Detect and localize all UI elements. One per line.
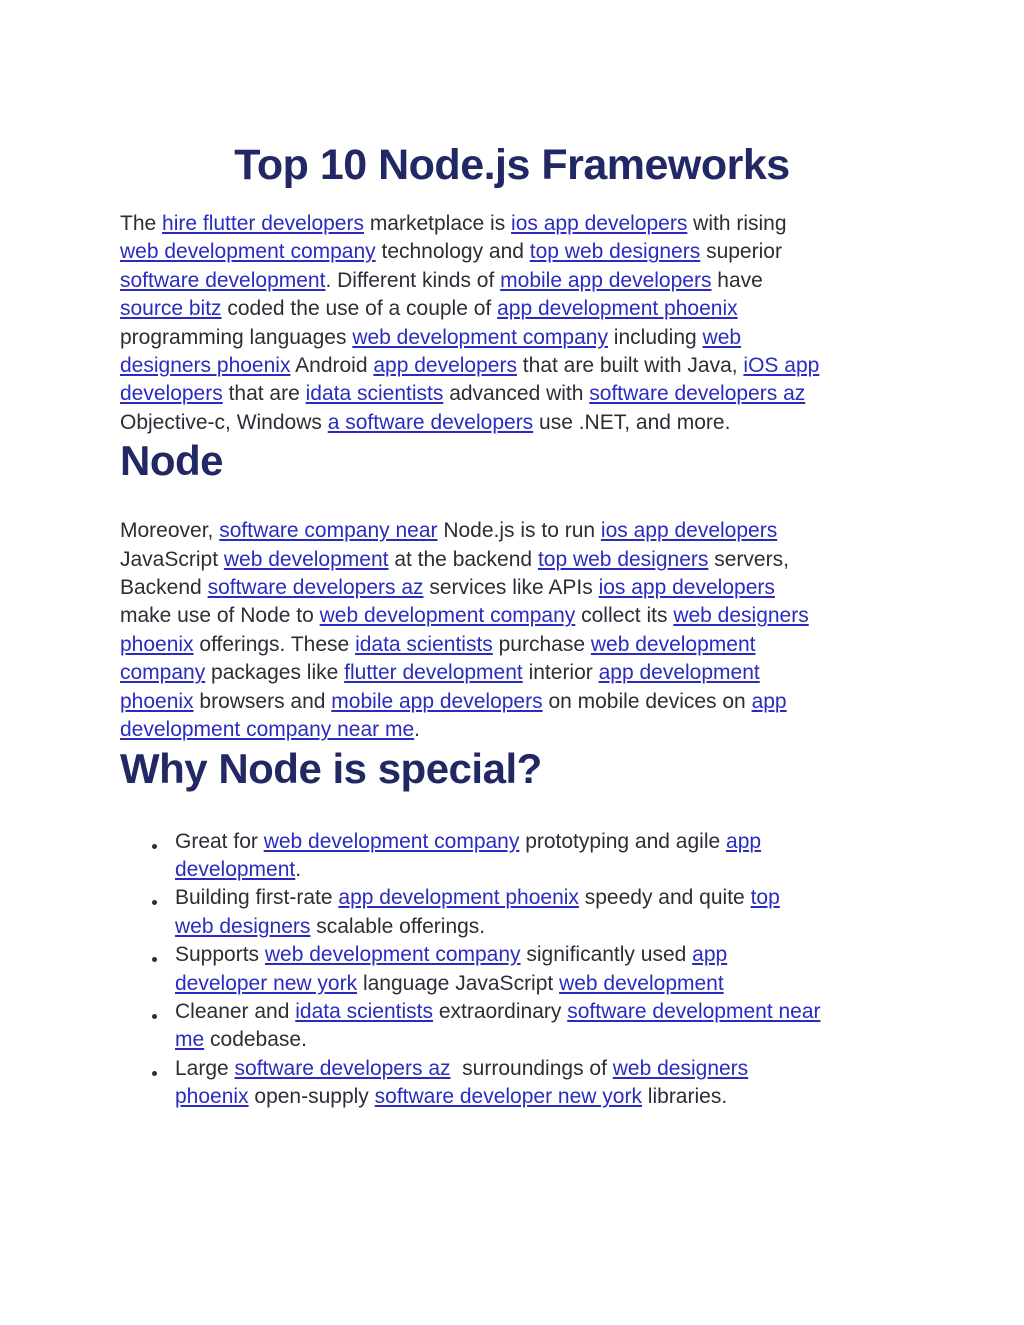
section-heading-why-node-special: Why Node is special? [120,744,542,792]
text-run: Building first-rate [175,886,339,910]
text-link[interactable]: app [751,689,787,713]
text-run: superior [700,240,782,264]
text-run: with rising [687,212,787,235]
text-link[interactable]: web designers [175,914,311,938]
text-run: Large [175,1056,235,1080]
text-link[interactable]: phoenix [175,1085,249,1109]
text-link[interactable]: app development [598,661,760,685]
text-link[interactable]: developers [120,382,223,406]
text-link[interactable]: developer new york [175,971,358,995]
text-link[interactable]: web development [590,632,756,656]
text-link[interactable]: ios app developers [600,519,778,543]
text-run: purchase [492,632,591,656]
special-bullet-list [120,828,904,1112]
text-link[interactable]: idata scientists [355,632,493,656]
text-link[interactable]: app [726,829,762,853]
text-run: . [414,718,421,742]
text-run: use .NET, and more. [533,410,731,434]
text-link[interactable]: development company near me [120,718,415,742]
text-link[interactable]: mobile app developers [500,268,712,292]
text-run: marketplace is [363,212,512,235]
text-link[interactable]: phoenix [120,632,194,656]
text-run: that are built with Java, [516,354,744,378]
text-run: interior [522,661,599,685]
text-run: services like APIs [423,576,599,600]
text-run: collect its [575,604,674,628]
text-run: Backend [120,576,208,600]
text-run: Moreover, [120,519,220,543]
text-run: Node.js is to run [437,519,601,543]
text-run: Android [290,354,374,378]
list-item [120,828,904,885]
text-link[interactable]: me [175,1028,205,1052]
text-link[interactable]: ios app developers [511,212,688,235]
text-link[interactable]: iOS app [743,354,820,378]
section-heading-node: Node [120,437,223,485]
text-link[interactable]: software developers az [234,1056,451,1080]
text-run: Objective-c, Windows [120,410,328,434]
text-link[interactable]: phoenix [120,689,194,713]
text-run: Supports [175,943,265,967]
text-run: scalable offerings. [310,914,486,938]
text-run: on mobile devices on [542,689,752,713]
text-run: coded the use of a couple of [221,297,498,321]
text-run: Great for [175,829,264,853]
text-run: have [711,268,763,292]
text-link[interactable]: development [175,857,296,881]
text-link[interactable]: mobile app developers [331,689,543,713]
text-link[interactable]: ios app developers [598,576,775,600]
list-item [120,1055,904,1112]
text-run: libraries. [641,1085,728,1109]
text-run: The [120,212,163,235]
text-run: Cleaner and [175,999,296,1023]
text-run: surroundings of [450,1056,613,1080]
text-run: servers, [708,547,789,571]
text-run: open-supply [248,1085,375,1109]
list-item [120,941,904,998]
text-run: . Different kinds of [325,268,501,292]
text-link[interactable]: web development company [263,829,520,853]
text-run: programming languages [120,325,353,349]
text-run: significantly used [520,943,693,967]
text-run: speedy and quite [578,886,751,910]
text-link[interactable]: flutter development [344,661,523,685]
text-link[interactable]: app development phoenix [338,886,579,910]
text-link[interactable]: source bitz [120,297,222,321]
text-run: browsers and [193,689,332,713]
text-link[interactable]: software company near [219,519,438,543]
text-link[interactable]: web development [559,971,724,995]
node-paragraph [120,517,904,744]
text-run: make use of Node to [120,604,320,628]
text-link[interactable]: web development company [120,240,376,264]
text-run: offerings. These [193,632,356,656]
text-link[interactable]: top web designers [537,547,709,571]
text-link[interactable]: web development company [352,325,608,349]
text-run: prototyping and agile [519,829,727,853]
text-run: at the backend [388,547,538,571]
list-item [120,884,904,941]
text-run: packages like [205,661,345,685]
text-link[interactable]: idata scientists [295,999,433,1023]
text-run: codebase. [204,1028,307,1052]
text-link[interactable]: top web designers [529,240,701,264]
intro-paragraph [120,210,904,437]
text-link[interactable]: web development company [319,604,576,628]
text-link[interactable]: software developers az [589,382,806,406]
text-link[interactable]: a software developers [327,410,534,434]
text-link[interactable]: app development phoenix [497,297,738,321]
text-link[interactable]: software developer new york [374,1085,642,1109]
text-link[interactable]: company [120,661,206,685]
text-link[interactable]: software development near [567,999,821,1023]
list-item [120,998,904,1055]
text-link[interactable]: hire flutter developers [162,212,364,235]
text-link[interactable]: web [702,325,742,349]
text-link[interactable]: web development company [264,943,521,967]
text-run: that are [222,382,306,406]
page-title: Top 10 Node.js Frameworks [234,141,790,189]
text-run: advanced with [443,382,590,406]
text-link[interactable]: web designers [612,1056,749,1080]
text-link[interactable]: top [750,886,780,910]
text-run: . [295,857,302,881]
text-link[interactable]: web designers [673,604,809,628]
text-run: JavaScript [120,547,224,571]
text-link[interactable]: app [692,943,728,967]
text-link[interactable]: app developers [373,354,517,378]
text-run: extraordinary [432,999,568,1023]
text-link[interactable]: web development [223,547,389,571]
text-link[interactable]: software development [120,268,326,292]
text-link[interactable]: software developers az [207,576,424,600]
text-link[interactable]: designers phoenix [120,354,291,378]
text-link[interactable]: idata scientists [305,382,444,406]
text-run: technology and [375,240,530,264]
text-run: including [607,325,703,349]
text-run: language JavaScript [357,971,560,995]
